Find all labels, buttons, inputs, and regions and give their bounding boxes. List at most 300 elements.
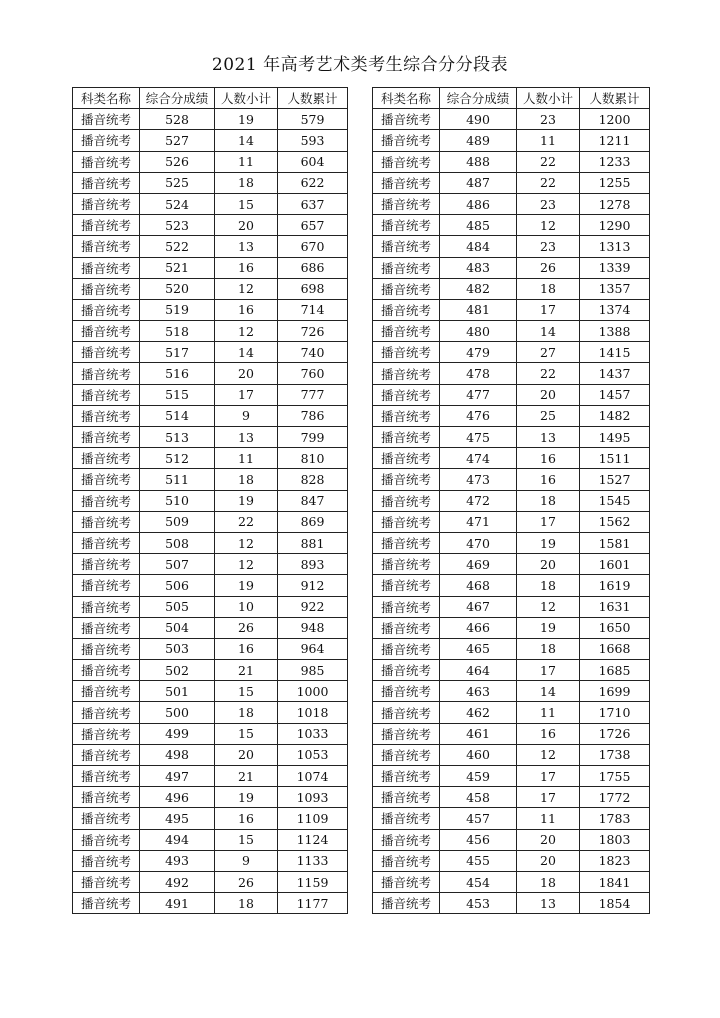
cumulative-cell: 1527 (580, 469, 650, 490)
table-row (373, 766, 650, 787)
cumulative-cell: 593 (278, 130, 348, 151)
subtotal-cell: 20 (517, 829, 580, 850)
score-cell: 510 (140, 490, 215, 511)
table-row (373, 681, 650, 702)
score-cell: 526 (140, 151, 215, 172)
table-row (73, 787, 348, 808)
table-row (73, 299, 348, 320)
subtotal-cell: 18 (517, 575, 580, 596)
subject-cell: 播音统考 (73, 850, 140, 871)
table-row (373, 511, 650, 532)
subtotal-cell: 9 (215, 850, 278, 871)
subtotal-cell: 11 (517, 130, 580, 151)
table-row (73, 744, 348, 765)
score-cell: 471 (440, 511, 517, 532)
subtotal-cell: 18 (517, 278, 580, 299)
score-cell: 506 (140, 575, 215, 596)
subtotal-cell: 23 (517, 193, 580, 214)
subtotal-cell: 22 (517, 172, 580, 193)
table-row (73, 723, 348, 744)
subtotal-cell: 16 (215, 638, 278, 659)
table-row (373, 596, 650, 617)
score-cell: 528 (140, 109, 215, 130)
cumulative-cell: 1668 (580, 638, 650, 659)
subject-cell: 播音统考 (373, 299, 440, 320)
cumulative-cell: 1685 (580, 660, 650, 681)
cumulative-cell: 912 (278, 575, 348, 596)
subtotal-cell: 13 (517, 893, 580, 914)
subtotal-cell: 11 (215, 151, 278, 172)
cumulative-cell: 1357 (580, 278, 650, 299)
score-cell: 462 (440, 702, 517, 723)
subject-cell: 播音统考 (373, 130, 440, 151)
header-subject: 科类名称 (73, 88, 140, 109)
subtotal-cell: 19 (215, 575, 278, 596)
score-cell: 480 (440, 321, 517, 342)
cumulative-cell: 1482 (580, 405, 650, 426)
subject-cell: 播音统考 (373, 554, 440, 575)
subject-cell: 播音统考 (373, 660, 440, 681)
table-header-row (73, 88, 348, 109)
cumulative-cell: 1339 (580, 257, 650, 278)
table-row (373, 532, 650, 553)
subject-cell: 播音统考 (73, 299, 140, 320)
subtotal-cell: 20 (215, 744, 278, 765)
cumulative-cell: 893 (278, 554, 348, 575)
subject-cell: 播音统考 (73, 384, 140, 405)
score-cell: 493 (140, 850, 215, 871)
table-row (73, 829, 348, 850)
score-cell: 494 (140, 829, 215, 850)
subtotal-cell: 18 (215, 172, 278, 193)
cumulative-cell: 1772 (580, 787, 650, 808)
subtotal-cell: 11 (215, 448, 278, 469)
table-row (73, 278, 348, 299)
subject-cell: 播音统考 (373, 384, 440, 405)
subject-cell: 播音统考 (73, 490, 140, 511)
subject-cell: 播音统考 (373, 638, 440, 659)
cumulative-cell: 1854 (580, 893, 650, 914)
subtotal-cell: 19 (215, 490, 278, 511)
cumulative-cell: 1415 (580, 342, 650, 363)
score-cell: 518 (140, 321, 215, 342)
cumulative-cell: 1726 (580, 723, 650, 744)
cumulative-cell: 740 (278, 342, 348, 363)
table-row (73, 893, 348, 914)
subject-cell: 播音统考 (373, 448, 440, 469)
cumulative-cell: 1457 (580, 384, 650, 405)
table-row (373, 871, 650, 892)
table-row (373, 787, 650, 808)
table-row (73, 511, 348, 532)
subtotal-cell: 21 (215, 660, 278, 681)
score-cell: 507 (140, 554, 215, 575)
subject-cell: 播音统考 (73, 215, 140, 236)
subject-cell: 播音统考 (373, 342, 440, 363)
table-row (373, 617, 650, 638)
table-row (373, 723, 650, 744)
cumulative-cell: 1699 (580, 681, 650, 702)
cumulative-cell: 1124 (278, 829, 348, 850)
score-cell: 486 (440, 193, 517, 214)
subject-cell: 播音统考 (373, 172, 440, 193)
score-cell: 525 (140, 172, 215, 193)
table-row (73, 130, 348, 151)
table-row (373, 554, 650, 575)
subtotal-cell: 27 (517, 342, 580, 363)
table-row (373, 469, 650, 490)
subject-cell: 播音统考 (73, 723, 140, 744)
score-cell: 479 (440, 342, 517, 363)
cumulative-cell: 1388 (580, 321, 650, 342)
subtotal-cell: 18 (517, 871, 580, 892)
cumulative-cell: 1374 (580, 299, 650, 320)
subtotal-cell: 12 (517, 596, 580, 617)
cumulative-cell: 1000 (278, 681, 348, 702)
subject-cell: 播音统考 (373, 850, 440, 871)
table-row (373, 193, 650, 214)
score-cell: 514 (140, 405, 215, 426)
subject-cell: 播音统考 (73, 321, 140, 342)
table-row (373, 405, 650, 426)
score-cell: 496 (140, 787, 215, 808)
table-row (373, 299, 650, 320)
cumulative-cell: 1738 (580, 744, 650, 765)
subject-cell: 播音统考 (73, 511, 140, 532)
cumulative-cell: 869 (278, 511, 348, 532)
subtotal-cell: 16 (517, 723, 580, 744)
subject-cell: 播音统考 (73, 448, 140, 469)
score-cell: 478 (440, 363, 517, 384)
table-row (373, 638, 650, 659)
subject-cell: 播音统考 (373, 744, 440, 765)
subtotal-cell: 19 (215, 787, 278, 808)
score-cell: 458 (440, 787, 517, 808)
cumulative-cell: 1313 (580, 236, 650, 257)
cumulative-cell: 777 (278, 384, 348, 405)
table-row (73, 405, 348, 426)
score-cell: 505 (140, 596, 215, 617)
score-cell: 468 (440, 575, 517, 596)
cumulative-cell: 760 (278, 363, 348, 384)
cumulative-cell: 1133 (278, 850, 348, 871)
subject-cell: 播音统考 (73, 130, 140, 151)
subtotal-cell: 16 (215, 257, 278, 278)
subject-cell: 播音统考 (373, 109, 440, 130)
score-cell: 482 (440, 278, 517, 299)
cumulative-cell: 698 (278, 278, 348, 299)
table-row (73, 215, 348, 236)
table-row (73, 766, 348, 787)
score-cell: 512 (140, 448, 215, 469)
subject-cell: 播音统考 (73, 681, 140, 702)
table-row (73, 151, 348, 172)
subtotal-cell: 12 (517, 215, 580, 236)
subject-cell: 播音统考 (373, 532, 440, 553)
subtotal-cell: 23 (517, 236, 580, 257)
subtotal-cell: 25 (517, 405, 580, 426)
table-row (73, 575, 348, 596)
cumulative-cell: 1545 (580, 490, 650, 511)
score-cell: 485 (440, 215, 517, 236)
subtotal-cell: 13 (215, 236, 278, 257)
table-row (73, 660, 348, 681)
table-row (373, 575, 650, 596)
subtotal-cell: 16 (215, 808, 278, 829)
score-cell: 508 (140, 532, 215, 553)
score-cell: 520 (140, 278, 215, 299)
subject-cell: 播音统考 (73, 363, 140, 384)
table-row (73, 384, 348, 405)
table-row (373, 151, 650, 172)
subtotal-cell: 18 (215, 893, 278, 914)
subject-cell: 播音统考 (373, 490, 440, 511)
subtotal-cell: 21 (215, 766, 278, 787)
subject-cell: 播音统考 (73, 109, 140, 130)
table-row (73, 702, 348, 723)
subject-cell: 播音统考 (73, 532, 140, 553)
cumulative-cell: 1562 (580, 511, 650, 532)
subject-cell: 播音统考 (373, 215, 440, 236)
score-cell: 453 (440, 893, 517, 914)
table-row (373, 893, 650, 914)
subject-cell: 播音统考 (373, 681, 440, 702)
cumulative-cell: 1755 (580, 766, 650, 787)
score-cell: 472 (440, 490, 517, 511)
page-title: 2021 年高考艺术类考生综合分分段表 (211, 55, 509, 75)
subject-cell: 播音统考 (73, 278, 140, 299)
table-row (373, 257, 650, 278)
subtotal-cell: 10 (215, 596, 278, 617)
subtotal-cell: 22 (517, 151, 580, 172)
score-cell: 460 (440, 744, 517, 765)
subtotal-cell: 14 (517, 681, 580, 702)
cumulative-cell: 1511 (580, 448, 650, 469)
subject-cell: 播音统考 (73, 151, 140, 172)
cumulative-cell: 1177 (278, 893, 348, 914)
score-cell: 497 (140, 766, 215, 787)
score-cell: 503 (140, 638, 215, 659)
score-table-left (72, 87, 348, 914)
subject-cell: 播音统考 (73, 257, 140, 278)
cumulative-cell: 1233 (580, 151, 650, 172)
subject-cell: 播音统考 (73, 744, 140, 765)
subject-cell: 播音统考 (73, 172, 140, 193)
subject-cell: 播音统考 (73, 829, 140, 850)
score-cell: 502 (140, 660, 215, 681)
table-row (373, 384, 650, 405)
cumulative-cell: 1823 (580, 850, 650, 871)
subtotal-cell: 16 (517, 448, 580, 469)
cumulative-cell: 1093 (278, 787, 348, 808)
cumulative-cell: 1650 (580, 617, 650, 638)
cumulative-cell: 579 (278, 109, 348, 130)
table-row (73, 532, 348, 553)
subtotal-cell: 15 (215, 193, 278, 214)
table-row (73, 681, 348, 702)
subject-cell: 播音统考 (73, 766, 140, 787)
cumulative-cell: 1495 (580, 427, 650, 448)
cumulative-cell: 922 (278, 596, 348, 617)
table-row (73, 321, 348, 342)
subject-cell: 播音统考 (373, 596, 440, 617)
header-subtotal: 人数小计 (215, 88, 278, 109)
subject-cell: 播音统考 (373, 151, 440, 172)
subtotal-cell: 26 (517, 257, 580, 278)
table-row (373, 363, 650, 384)
score-cell: 491 (140, 893, 215, 914)
score-cell: 521 (140, 257, 215, 278)
table-row (373, 490, 650, 511)
score-cell: 469 (440, 554, 517, 575)
table-row (73, 871, 348, 892)
subtotal-cell: 12 (215, 554, 278, 575)
subtotal-cell: 20 (517, 384, 580, 405)
subject-cell: 播音统考 (373, 575, 440, 596)
table-row (73, 172, 348, 193)
subtotal-cell: 11 (517, 808, 580, 829)
score-table-right (372, 87, 650, 914)
table-row (73, 808, 348, 829)
cumulative-cell: 1109 (278, 808, 348, 829)
score-cell: 499 (140, 723, 215, 744)
subject-cell: 播音统考 (373, 257, 440, 278)
subtotal-cell: 17 (517, 766, 580, 787)
score-cell: 513 (140, 427, 215, 448)
subtotal-cell: 18 (215, 469, 278, 490)
table-row (73, 342, 348, 363)
subtotal-cell: 19 (517, 532, 580, 553)
table-row (73, 363, 348, 384)
cumulative-cell: 1278 (580, 193, 650, 214)
score-cell: 523 (140, 215, 215, 236)
cumulative-cell: 1437 (580, 363, 650, 384)
score-cell: 484 (440, 236, 517, 257)
subtotal-cell: 11 (517, 702, 580, 723)
score-cell: 489 (440, 130, 517, 151)
subject-cell: 播音统考 (73, 787, 140, 808)
subject-cell: 播音统考 (73, 617, 140, 638)
score-cell: 476 (440, 405, 517, 426)
header-subtotal: 人数小计 (517, 88, 580, 109)
score-cell: 464 (440, 660, 517, 681)
subject-cell: 播音统考 (73, 427, 140, 448)
subtotal-cell: 20 (215, 215, 278, 236)
header-cumulative: 人数累计 (580, 88, 650, 109)
cumulative-cell: 1290 (580, 215, 650, 236)
cumulative-cell: 810 (278, 448, 348, 469)
table-row (373, 660, 650, 681)
score-cell: 516 (140, 363, 215, 384)
subject-cell: 播音统考 (373, 617, 440, 638)
subtotal-cell: 16 (517, 469, 580, 490)
score-cell: 504 (140, 617, 215, 638)
subject-cell: 播音统考 (373, 511, 440, 532)
table-row (73, 554, 348, 575)
subject-cell: 播音统考 (73, 405, 140, 426)
score-cell: 467 (440, 596, 517, 617)
subject-cell: 播音统考 (73, 808, 140, 829)
table-row (73, 617, 348, 638)
table-row (373, 342, 650, 363)
cumulative-cell: 1710 (580, 702, 650, 723)
subtotal-cell: 9 (215, 405, 278, 426)
table-row (373, 744, 650, 765)
cumulative-cell: 1783 (580, 808, 650, 829)
cumulative-cell: 1159 (278, 871, 348, 892)
table-row (373, 236, 650, 257)
table-row (73, 490, 348, 511)
score-cell: 483 (440, 257, 517, 278)
score-cell: 477 (440, 384, 517, 405)
table-row (373, 702, 650, 723)
subtotal-cell: 13 (517, 427, 580, 448)
cumulative-cell: 622 (278, 172, 348, 193)
subtotal-cell: 13 (215, 427, 278, 448)
header-subject: 科类名称 (373, 88, 440, 109)
subject-cell: 播音统考 (373, 363, 440, 384)
header-score: 综合分成绩 (440, 88, 517, 109)
score-cell: 463 (440, 681, 517, 702)
cumulative-cell: 1033 (278, 723, 348, 744)
cumulative-cell: 964 (278, 638, 348, 659)
cumulative-cell: 1841 (580, 871, 650, 892)
subject-cell: 播音统考 (373, 405, 440, 426)
subject-cell: 播音统考 (73, 660, 140, 681)
subtotal-cell: 20 (517, 554, 580, 575)
subtotal-cell: 18 (215, 702, 278, 723)
subtotal-cell: 12 (215, 321, 278, 342)
score-cell: 498 (140, 744, 215, 765)
subtotal-cell: 20 (215, 363, 278, 384)
score-cell: 527 (140, 130, 215, 151)
score-cell: 509 (140, 511, 215, 532)
score-cell: 517 (140, 342, 215, 363)
score-cell: 481 (440, 299, 517, 320)
table-header-row (373, 88, 650, 109)
table-row (73, 109, 348, 130)
subtotal-cell: 16 (215, 299, 278, 320)
subject-cell: 播音统考 (373, 469, 440, 490)
subject-cell: 播音统考 (73, 596, 140, 617)
table-row (373, 808, 650, 829)
score-cell: 488 (440, 151, 517, 172)
subject-cell: 播音统考 (73, 702, 140, 723)
subject-cell: 播音统考 (73, 893, 140, 914)
score-cell: 501 (140, 681, 215, 702)
subtotal-cell: 17 (517, 299, 580, 320)
subtotal-cell: 22 (517, 363, 580, 384)
cumulative-cell: 1581 (580, 532, 650, 553)
subject-cell: 播音统考 (373, 236, 440, 257)
subtotal-cell: 22 (215, 511, 278, 532)
table-row (73, 427, 348, 448)
score-cell: 490 (440, 109, 517, 130)
score-cell: 454 (440, 871, 517, 892)
table-row (73, 596, 348, 617)
subtotal-cell: 17 (215, 384, 278, 405)
subtotal-cell: 14 (215, 342, 278, 363)
table-row (373, 427, 650, 448)
subtotal-cell: 17 (517, 660, 580, 681)
subtotal-cell: 17 (517, 787, 580, 808)
subtotal-cell: 14 (215, 130, 278, 151)
score-cell: 519 (140, 299, 215, 320)
subtotal-cell: 19 (215, 109, 278, 130)
score-cell: 465 (440, 638, 517, 659)
subtotal-cell: 26 (215, 871, 278, 892)
score-cell: 511 (140, 469, 215, 490)
